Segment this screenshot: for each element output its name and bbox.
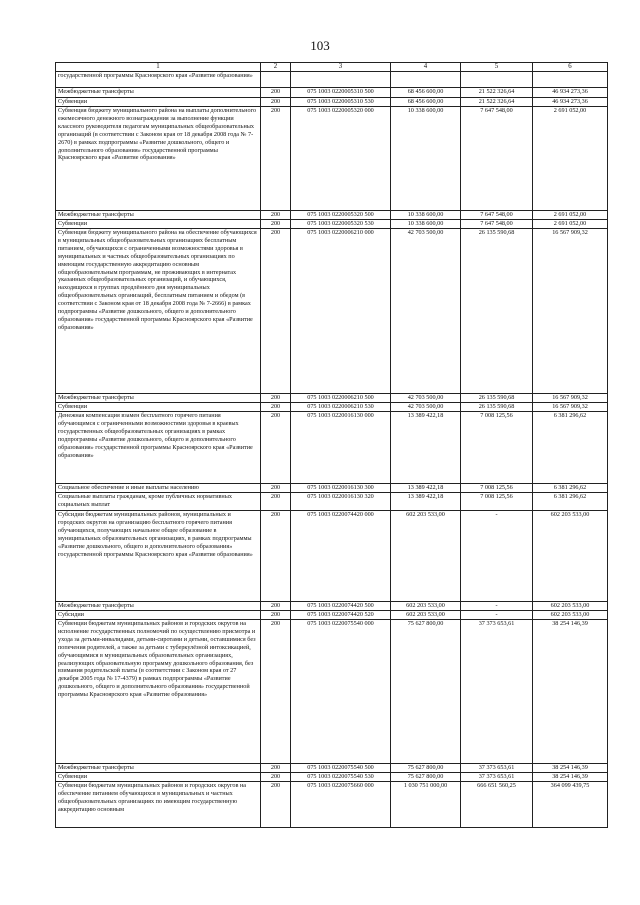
row-approved-amount: 10 338 600,00: [391, 211, 461, 220]
row-classification: 075 1003 0220005320 000: [291, 107, 391, 211]
row-code: 200: [261, 220, 291, 229]
row-description: Субвенции: [56, 98, 261, 107]
row-description: Субвенции: [56, 773, 261, 782]
table-row: [56, 72, 608, 88]
table-row: [56, 782, 608, 828]
row-approved-amount: [391, 72, 461, 88]
row-remaining-amount: 602 203 533,00: [533, 611, 608, 620]
row-description: Социальное обеспечение и иные выплаты населению: [56, 484, 261, 493]
row-description: Субвенции: [56, 220, 261, 229]
row-code: 200: [261, 394, 291, 403]
row-classification: 075 1003 0220074420 000: [291, 511, 391, 602]
row-code: 200: [261, 764, 291, 773]
row-remaining-amount: 602 203 533,00: [533, 511, 608, 602]
row-classification: 075 1003 0220006210 530: [291, 403, 391, 412]
table-row: [56, 511, 608, 602]
row-approved-amount: 10 338 600,00: [391, 220, 461, 229]
row-executed-amount: 7 008 125,56: [461, 484, 533, 493]
row-code: 200: [261, 782, 291, 828]
row-executed-amount: [461, 72, 533, 88]
row-executed-amount: 7 647 548,00: [461, 107, 533, 211]
row-executed-amount: 666 651 560,25: [461, 782, 533, 828]
row-code: 200: [261, 620, 291, 764]
row-classification: 075 1003 0220005310 530: [291, 98, 391, 107]
row-approved-amount: 13 389 422,18: [391, 412, 461, 484]
row-executed-amount: -: [461, 511, 533, 602]
column-header: 1: [56, 63, 261, 72]
row-description: Межбюджетные трансферты: [56, 211, 261, 220]
row-classification: 075 1003 0220006210 000: [291, 229, 391, 394]
table-row: [56, 229, 608, 394]
row-description: Субвенции бюджетам муниципальных районов и городских округов на исполнение государственных полномочий по осуществлению присмотра и ухода за детьми-инвалидами, детьми-сиротами и детьми, оставшимися без попечения родителей, а также за детьми с туберкулёзной интоксикацией, обучающимися в муниципальных образовательных организациях, реализующих образовательную программу дошкольного образования, без взимания родительской платы (в соответствии с Законом края от 27 декабря 2005 года № 17-4379) в рамках подпрограммы «Развитие дошкольного, общего и дополнительного образования» государственной программы Красноярского края «Развитие образования»: [56, 620, 261, 764]
row-code: 200: [261, 211, 291, 220]
row-remaining-amount: 46 934 273,36: [533, 88, 608, 98]
table-row: [56, 493, 608, 511]
row-remaining-amount: 38 254 146,39: [533, 764, 608, 773]
row-code: 200: [261, 611, 291, 620]
table-row: [56, 220, 608, 229]
table-row: [56, 484, 608, 493]
row-remaining-amount: 2 691 052,00: [533, 220, 608, 229]
row-remaining-amount: 16 567 909,32: [533, 394, 608, 403]
row-executed-amount: -: [461, 611, 533, 620]
table-row: [56, 211, 608, 220]
row-remaining-amount: 38 254 146,39: [533, 773, 608, 782]
row-description: Социальные выплаты гражданам, кроме публичных нормативных социальных выплат: [56, 493, 261, 511]
row-executed-amount: 7 008 125,56: [461, 493, 533, 511]
row-code: 200: [261, 484, 291, 493]
row-remaining-amount: 46 934 273,36: [533, 98, 608, 107]
row-approved-amount: 602 203 533,00: [391, 611, 461, 620]
row-remaining-amount: 38 254 146,39: [533, 620, 608, 764]
row-description: Субвенции бюджетам муниципальных районов и городских округов на обеспечение питанием обучающихся в муниципальных и частных общеобразовательных организациях по имеющим государственную аккредитацию основным: [56, 782, 261, 828]
row-remaining-amount: [533, 72, 608, 88]
table-row: [56, 773, 608, 782]
row-code: 200: [261, 403, 291, 412]
row-classification: 075 1003 0220005320 500: [291, 211, 391, 220]
row-remaining-amount: 6 381 296,62: [533, 493, 608, 511]
table-row: [56, 412, 608, 484]
column-header: 2: [261, 63, 291, 72]
row-code: 200: [261, 98, 291, 107]
row-classification: 075 1003 0220074420 500: [291, 602, 391, 611]
row-remaining-amount: 602 203 533,00: [533, 602, 608, 611]
row-approved-amount: 602 203 533,00: [391, 511, 461, 602]
page-number: 103: [310, 38, 330, 53]
row-code: 200: [261, 229, 291, 394]
row-remaining-amount: 6 381 296,62: [533, 484, 608, 493]
row-approved-amount: 13 389 422,18: [391, 493, 461, 511]
row-classification: 075 1003 0220005310 500: [291, 88, 391, 98]
row-approved-amount: 42 703 500,00: [391, 403, 461, 412]
row-code: 200: [261, 511, 291, 602]
row-remaining-amount: 364 099 439,75: [533, 782, 608, 828]
row-code: 200: [261, 88, 291, 98]
row-approved-amount: 68 456 600,00: [391, 98, 461, 107]
row-classification: 075 1003 0220016130 000: [291, 412, 391, 484]
row-code: 200: [261, 412, 291, 484]
table-row: [56, 403, 608, 412]
row-classification: 075 1003 0220005320 530: [291, 220, 391, 229]
row-approved-amount: 75 627 800,00: [391, 620, 461, 764]
row-approved-amount: 1 030 751 000,00: [391, 782, 461, 828]
table-row: [56, 394, 608, 403]
table-row: [56, 88, 608, 98]
row-description: Субвенции: [56, 403, 261, 412]
row-remaining-amount: 2 691 052,00: [533, 107, 608, 211]
row-classification: 075 1003 0220075540 500: [291, 764, 391, 773]
column-header: 6: [533, 63, 608, 72]
row-approved-amount: 602 203 533,00: [391, 602, 461, 611]
row-approved-amount: 75 627 800,00: [391, 773, 461, 782]
row-description: Межбюджетные трансферты: [56, 602, 261, 611]
table-header-row: [56, 63, 608, 72]
row-code: 200: [261, 493, 291, 511]
row-executed-amount: -: [461, 602, 533, 611]
row-approved-amount: 42 703 500,00: [391, 394, 461, 403]
row-classification: 075 1003 0220016130 300: [291, 484, 391, 493]
row-remaining-amount: 16 567 909,32: [533, 403, 608, 412]
table-row: [56, 98, 608, 107]
row-executed-amount: 7 647 548,00: [461, 220, 533, 229]
row-description: Межбюджетные трансферты: [56, 88, 261, 98]
table-row: [56, 611, 608, 620]
row-classification: 075 1003 0220016130 320: [291, 493, 391, 511]
column-header: 3: [291, 63, 391, 72]
row-classification: 075 1003 0220075540 000: [291, 620, 391, 764]
row-classification: 075 1003 0220074420 520: [291, 611, 391, 620]
row-classification: 075 1003 0220075660 000: [291, 782, 391, 828]
row-executed-amount: 26 135 590,68: [461, 394, 533, 403]
row-description: Субсидии бюджетам муниципальных районов, муниципальных и городских округов на организацию бесплатного горячего питания обучающихся, получающих начальное общее образование в муниципальных образовательных организациях, в рамках подпрограммы «Развитие дошкольного, общего и дополнительного образования» государственной программы Красноярского края «Развитие образования»: [56, 511, 261, 602]
row-description: государственной программы Красноярского края «Развитие образования»: [56, 72, 261, 88]
row-executed-amount: 26 135 590,68: [461, 403, 533, 412]
row-approved-amount: 10 338 600,00: [391, 107, 461, 211]
row-executed-amount: 26 135 590,68: [461, 229, 533, 394]
row-approved-amount: 42 703 500,00: [391, 229, 461, 394]
row-executed-amount: 21 522 326,64: [461, 98, 533, 107]
row-code: 200: [261, 107, 291, 211]
table-row: [56, 764, 608, 773]
row-description: Межбюджетные трансферты: [56, 394, 261, 403]
budget-table: [55, 62, 608, 828]
column-header: 5: [461, 63, 533, 72]
row-executed-amount: 37 373 653,61: [461, 620, 533, 764]
row-executed-amount: 21 522 326,64: [461, 88, 533, 98]
row-description: Субвенция бюджету муниципального района на обеспечение обучающихся в муниципальных общеобразовательных организациях бесплатным питанием, обучающихся с ограниченными возможностями здоровья в муниципальных и частных общеобразовательных организациях по имеющим государственную аккредитацию основным общеобразовательным программам, не проживающих в интернатах указанных общеобразовательных организаций, и обучающихся, находящихся в группах продлённого дня муниципальных общеобразовательных организаций, бесплатным питанием и обедом (в соответствии с Законом края от 18 декабря 2008 года № 7-2666) в рамках подпрограммы «Развитие дошкольного, общего и дополнительного образования» государственной программы Красноярского края «Развитие образования»: [56, 229, 261, 394]
row-remaining-amount: 16 567 909,32: [533, 229, 608, 394]
row-remaining-amount: 2 691 052,00: [533, 211, 608, 220]
row-description: Межбюджетные трансферты: [56, 764, 261, 773]
row-approved-amount: 75 627 800,00: [391, 764, 461, 773]
row-executed-amount: 7 008 125,56: [461, 412, 533, 484]
row-code: 200: [261, 773, 291, 782]
row-code: [261, 72, 291, 88]
row-description: Денежная компенсация взамен бесплатного горячего питания обучающимся с ограниченными возможностями здоровья в краевых государственных общеобразовательных организациях в рамках подпрограммы «Развитие дошкольного, общего и дополнительного образования» государственной программы Красноярского края «Развитие образования»: [56, 412, 261, 484]
table-row: [56, 602, 608, 611]
row-description: Субвенция бюджету муниципального района на выплаты дополнительного ежемесячного денежного вознаграждения за выполнение функции классного руководителя педагогам муниципальных общеобразовательных организаций (в соответствии с Законом края от 18 декабря 2008 года № 7-2670) в рамках подпрограммы «Развитие дошкольного, общего и дополнительного образования» государственной программы Красноярского края «Развитие образования»: [56, 107, 261, 211]
row-classification: 075 1003 0220075540 530: [291, 773, 391, 782]
row-classification: 075 1003 0220006210 500: [291, 394, 391, 403]
row-approved-amount: 13 389 422,18: [391, 484, 461, 493]
row-executed-amount: 7 647 548,00: [461, 211, 533, 220]
row-classification: [291, 72, 391, 88]
row-executed-amount: 37 373 653,61: [461, 764, 533, 773]
column-header: 4: [391, 63, 461, 72]
row-approved-amount: 68 456 600,00: [391, 88, 461, 98]
row-remaining-amount: 6 381 296,62: [533, 412, 608, 484]
table-row: [56, 107, 608, 211]
row-description: Субсидии: [56, 611, 261, 620]
row-code: 200: [261, 602, 291, 611]
table-row: [56, 620, 608, 764]
row-executed-amount: 37 373 653,61: [461, 773, 533, 782]
